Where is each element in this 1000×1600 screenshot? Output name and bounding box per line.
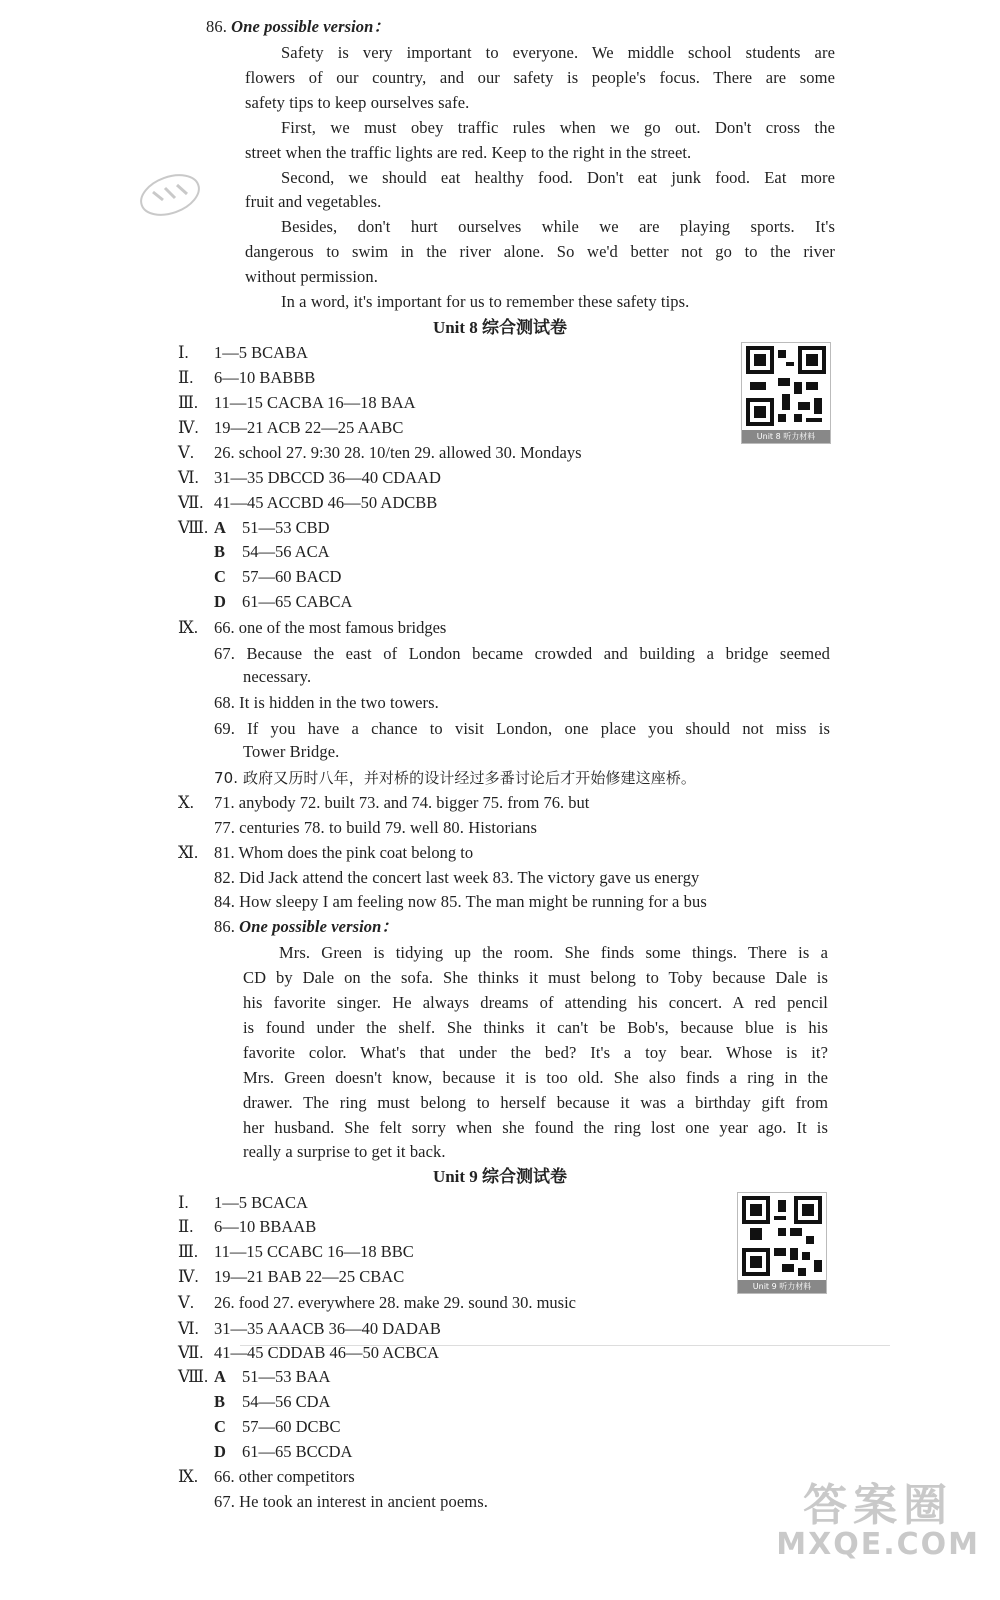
qr-code-icon [742, 1196, 822, 1276]
essay-line: is found under the shelf. She thinks it can't be Bob's, because blue is his [243, 1018, 828, 1037]
unit8-section-10: Ⅹ. 71. anybody 72. built 73. and 74. bigger 75. from 76. but [178, 793, 590, 812]
unit8-section-5: Ⅴ. 26. school 27. 9:30 28. 10/ten 29. allowed 30. Mondays [178, 443, 582, 462]
answer-line: 82. Did Jack attend the concert last week 83. The victory gave us energy [214, 868, 700, 887]
unit8-section-1: Ⅰ. 1—5 BCABA [178, 343, 308, 362]
unit9-section-8b: B 54—56 CDA [214, 1392, 331, 1411]
unit9-section-7: Ⅶ. 41—45 CDDAB 46—50 ACBCA [178, 1343, 440, 1362]
essay-line: her husband. She felt sorry when she found the ring lost one year ago. It is [243, 1118, 828, 1137]
essay-line: drawer. The ring must belong to herself because it was a birthday gift from [243, 1093, 828, 1112]
watermark-logo: 答案圈 MXQE.COM [776, 1480, 980, 1562]
stamp-mark [135, 170, 205, 220]
unit9-section-8c: C 57—60 DCBC [214, 1417, 341, 1436]
essay-line: First, we must obey traffic rules when we go out. Don't cross the [281, 118, 835, 137]
essay-line: In a word, it's important for us to remember these safety tips. [281, 292, 690, 311]
unit8-section-7: Ⅶ. 41—45 ACCBD 46—50 ADCBB [178, 493, 438, 512]
essay-line: Safety is very important to everyone. We middle school students are [281, 43, 835, 62]
unit9-section-6: Ⅵ. 31—35 AAACB 36—40 DADAB [178, 1319, 441, 1338]
unit8-section-9: Ⅸ. 66. one of the most famous bridges [178, 618, 447, 637]
unit8-section-8c: C 57—60 BACD [214, 567, 342, 586]
essay-line: Second, we should eat healthy food. Don't eat junk food. Eat more [281, 168, 835, 187]
unit9-qr-code[interactable] [737, 1192, 827, 1294]
answer-line: necessary. [243, 667, 312, 686]
essay-line: Besides, don't hurt ourselves while we are playing sports. It's [281, 217, 835, 236]
unit9-section-8: Ⅷ. A 51—53 BAA [178, 1367, 331, 1386]
unit8-section-11: Ⅺ. 81. Whom does the pink coat belong to [178, 843, 474, 862]
answer-line: 77. centuries 78. to build 79. well 80. Historians [214, 818, 538, 837]
answer-line: 67. Because the east of London became crowded and building a bridge seemed [214, 644, 830, 663]
answer-line: Tower Bridge. [243, 742, 340, 761]
unit8-qr-code[interactable] [741, 342, 831, 444]
unit8-section-4: Ⅳ. 19—21 ACB 22—25 AABC [178, 418, 404, 437]
unit8-section-2: Ⅱ. 6—10 BABBB [178, 368, 316, 387]
qr-code-icon [746, 346, 826, 426]
essay-line: fruit and vegetables. [245, 192, 382, 211]
unit9-section-8d: D 61—65 BCCDA [214, 1442, 353, 1461]
essay-line: really a surprise to get it back. [243, 1142, 446, 1161]
unit9-section-3: Ⅲ. 11—15 CCABC 16—18 BBC [178, 1242, 414, 1261]
unit9-section-5: Ⅴ. 26. food 27. everywhere 28. make 29. sound 30. music [178, 1293, 577, 1312]
unit8-section-3: Ⅲ. 11—15 CACBA 16—18 BAA [178, 393, 416, 412]
essay-line: Mrs. Green doesn't know, because it is too old. She also finds a ring in the [243, 1068, 828, 1087]
answer-line: 84. How sleepy I am feeling now 85. The man might be running for a bus [214, 892, 707, 911]
unit8-title: Unit 8 综合测试卷 [432, 318, 568, 337]
unit9-section-9: Ⅸ. 66. other competitors [178, 1467, 355, 1486]
answer-line: 70. 政府又历时八年，并对桥的设计经过多番讨论后才开始修建这座桥。 [214, 769, 697, 787]
unit9-section-1: Ⅰ. 1—5 BCACA [178, 1193, 308, 1212]
answer-line: 69. If you have a chance to visit London, one place you should not miss is [214, 719, 830, 738]
essay-line: Mrs. Green is tidying up the room. She finds some things. There is a [279, 943, 828, 962]
unit9-section-4: Ⅳ. 19—21 BAB 22—25 CBAC [178, 1267, 405, 1286]
essay-line: without permission. [245, 267, 378, 286]
essay-line: dangerous to swim in the river alone. So we'd better not go to the river [245, 242, 835, 261]
essay-line: street when the traffic lights are red. Keep to the right in the street. [245, 143, 692, 162]
unit8-section-8b: B 54—56 ACA [214, 542, 330, 561]
essay-heading: 86. One possible version： [214, 917, 399, 936]
essay-line: CD by Dale on the sofa. She thinks it must belong to Toby because Dale is [243, 968, 828, 987]
unit8-section-8: Ⅷ. A 51—53 CBD [178, 518, 330, 537]
answer-line: 68. It is hidden in the two towers. [214, 693, 439, 712]
essay-line: flowers of our country, and our safety is people's focus. There are some [245, 68, 835, 87]
answer-line: 67. He took an interest in ancient poems. [214, 1492, 488, 1511]
essay-line: safety tips to keep ourselves safe. [245, 93, 470, 112]
unit8-section-8d: D 61—65 CABCA [214, 592, 353, 611]
essay-line: favorite color. What's that under the bed? It's a toy bear. Whose is it? [243, 1043, 828, 1062]
qr-caption: Unit 8 听力材料 [742, 430, 830, 443]
unit8-section-6: Ⅵ. 31—35 DBCCD 36—40 CDAAD [178, 468, 441, 487]
essay-line: his favorite singer. He always dreams of attending his concert. A red pencil [243, 993, 828, 1012]
essay-heading: 86. One possible version： [206, 17, 391, 36]
unit9-section-2: Ⅱ. 6—10 BBAAB [178, 1217, 317, 1236]
qr-caption: Unit 9 听力材料 [738, 1280, 826, 1293]
unit9-title: Unit 9 综合测试卷 [432, 1167, 568, 1186]
